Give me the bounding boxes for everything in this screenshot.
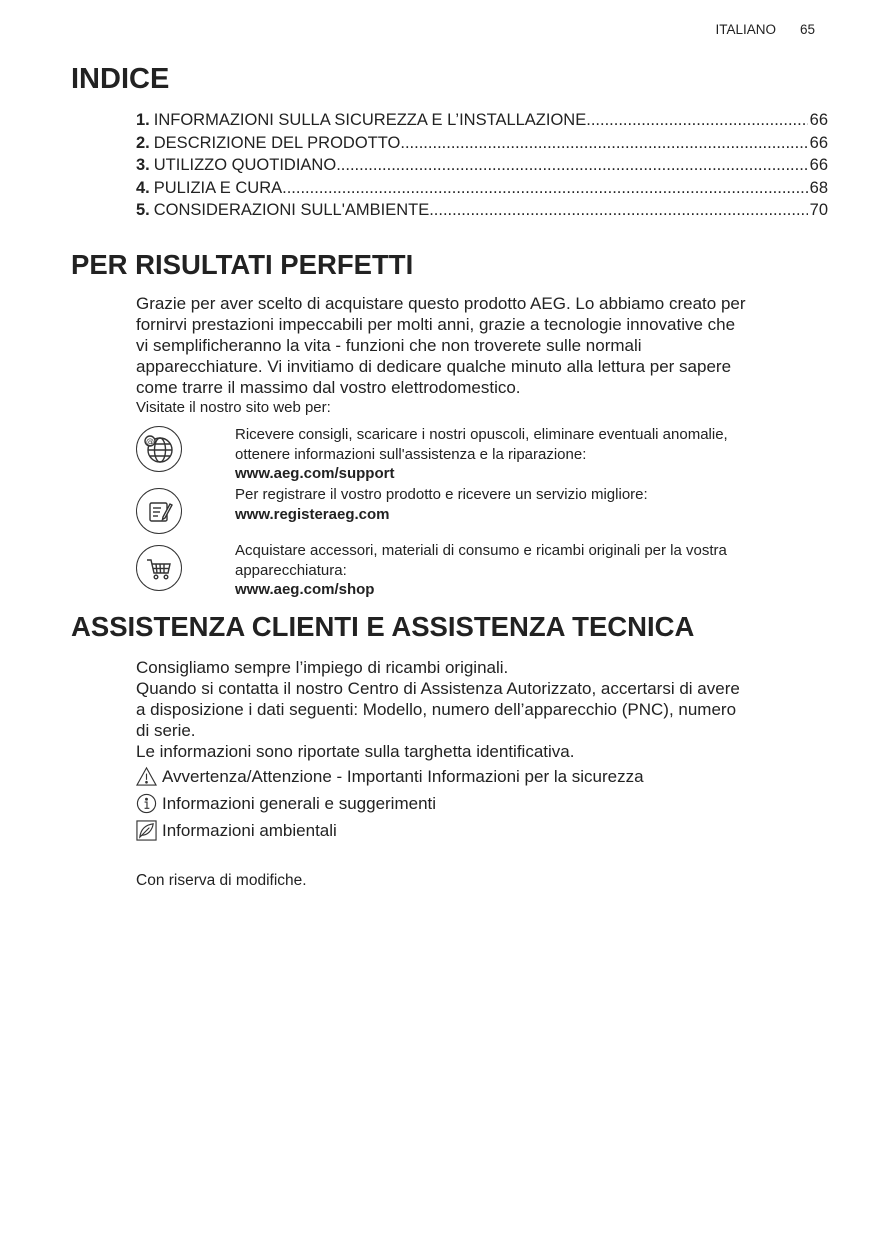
- toc-item-page: 66: [809, 111, 828, 129]
- toc-leader-dots: [400, 134, 807, 153]
- shop-link-block: [235, 541, 805, 600]
- toc-item[interactable]: [136, 179, 828, 202]
- toc-item-title: DESCRIZIONE DEL PRODOTTO: [153, 133, 401, 152]
- assistenza-line: di serie.: [136, 721, 196, 740]
- table-of-contents: [136, 111, 828, 224]
- toc-leader-dots: [586, 111, 807, 130]
- shop-url-link[interactable]: www.aeg.com/shop: [235, 581, 375, 598]
- toc-item-title: UTILIZZO QUOTIDIANO: [153, 156, 337, 174]
- shop-text-line: apparecchiatura:: [235, 561, 347, 579]
- section-title-per-risultati: PER RISULTATI PERFETTI: [71, 249, 414, 280]
- toc-item-number: 3.: [136, 156, 150, 174]
- header-page-number: 65: [799, 22, 815, 37]
- toc-leader-dots: [282, 179, 808, 198]
- reserve-note: Con riserva di modifiche.: [136, 872, 307, 889]
- toc-item[interactable]: [136, 156, 828, 179]
- toc-item-page: 66: [809, 133, 828, 152]
- legend-info: [136, 793, 436, 814]
- toc-item-page: 66: [809, 156, 828, 174]
- toc-item[interactable]: [136, 201, 828, 224]
- shop-text-line: Acquistare accessori, materiali di consumo e ricambi originali per la vostra: [235, 542, 727, 559]
- toc-item[interactable]: [136, 134, 828, 157]
- assistenza-paragraph: [136, 657, 826, 762]
- legend-warning: [136, 766, 644, 787]
- legend-environment: [136, 820, 337, 841]
- section-title-assistenza: ASSISTENZA CLIENTI E ASSISTENZA TECNICA: [71, 611, 695, 642]
- toc-item[interactable]: [136, 111, 828, 134]
- support-text-line: ottenere informazioni sull'assistenza e la riparazione:: [235, 445, 587, 463]
- toc-item-title: PULIZIA E CURA: [153, 178, 283, 197]
- legend-environment-text: Informazioni ambientali: [162, 820, 337, 840]
- legend-info-text: Informazioni generali e suggerimenti: [162, 793, 437, 813]
- assistenza-line: a disposizione i dati seguenti: Modello, numero dell’apparecchio (PNC), numero: [136, 700, 737, 719]
- toc-item-number: 5.: [136, 201, 150, 219]
- support-url-link[interactable]: www.aeg.com/support: [235, 465, 395, 482]
- intro-line: Grazie per aver scelto di acquistare questo prodotto AEG. Lo abbiamo creato per: [136, 294, 746, 313]
- register-text-line: Per registrare il vostro prodotto e ricevere un servizio migliore:: [235, 486, 648, 503]
- legend-warning-text: Avvertenza/Attenzione - Importanti Informazioni per la sicurezza: [162, 766, 644, 786]
- support-text-line: Ricevere consigli, scaricare i nostri opuscoli, eliminare eventuali anomalie,: [235, 426, 728, 443]
- svg-text:@: @: [146, 437, 154, 446]
- indice-title: INDICE: [71, 63, 170, 95]
- intro-paragraph: [136, 293, 826, 398]
- visit-text: Visitate il nostro sito web per:: [136, 399, 331, 416]
- register-pencil-icon: [136, 488, 182, 534]
- support-link-block: [235, 425, 805, 484]
- leaf-environment-icon: [136, 820, 157, 841]
- globe-at-icon: [136, 426, 182, 472]
- toc-item-title: CONSIDERAZIONI SULL'AMBIENTE: [153, 201, 430, 219]
- assistenza-line: Quando si contatta il nostro Centro di Assistenza Autorizzato, accertarsi di avere: [136, 679, 740, 698]
- info-circle-icon: [136, 793, 157, 814]
- toc-item-number: 4.: [136, 178, 150, 197]
- shopping-cart-icon: [136, 545, 182, 591]
- toc-item-number: 2.: [136, 133, 150, 152]
- header-language: ITALIANO: [715, 22, 776, 37]
- intro-line: come trarre il massimo dal vostro elettrodomestico.: [136, 378, 521, 397]
- intro-line: apparecchiature. Vi invitiamo di dedicare qualche minuto alla lettura per sapere: [136, 357, 732, 376]
- toc-item-page: 70: [809, 201, 828, 219]
- toc-leader-dots: [336, 156, 807, 175]
- toc-item-page: 68: [809, 178, 828, 197]
- page-header: [715, 22, 815, 37]
- intro-line: vi semplificheranno la vita - funzioni che non troverete sulle normali: [136, 336, 642, 355]
- warning-triangle-icon: [136, 766, 157, 787]
- register-link-block: [235, 485, 805, 524]
- toc-item-title: INFORMAZIONI SULLA SICUREZZA E L’INSTALLAZIONE: [153, 111, 587, 129]
- register-url-link[interactable]: www.registeraeg.com: [235, 505, 390, 523]
- assistenza-line: Consigliamo sempre l’impiego di ricambi originali.: [136, 658, 509, 677]
- intro-line: fornirvi prestazioni impeccabili per molti anni, grazie a tecnologie innovative che: [136, 315, 736, 334]
- assistenza-line: Le informazioni sono riportate sulla targhetta identificativa.: [136, 742, 575, 761]
- toc-leader-dots: [429, 201, 807, 220]
- toc-item-number: 1.: [136, 111, 150, 129]
